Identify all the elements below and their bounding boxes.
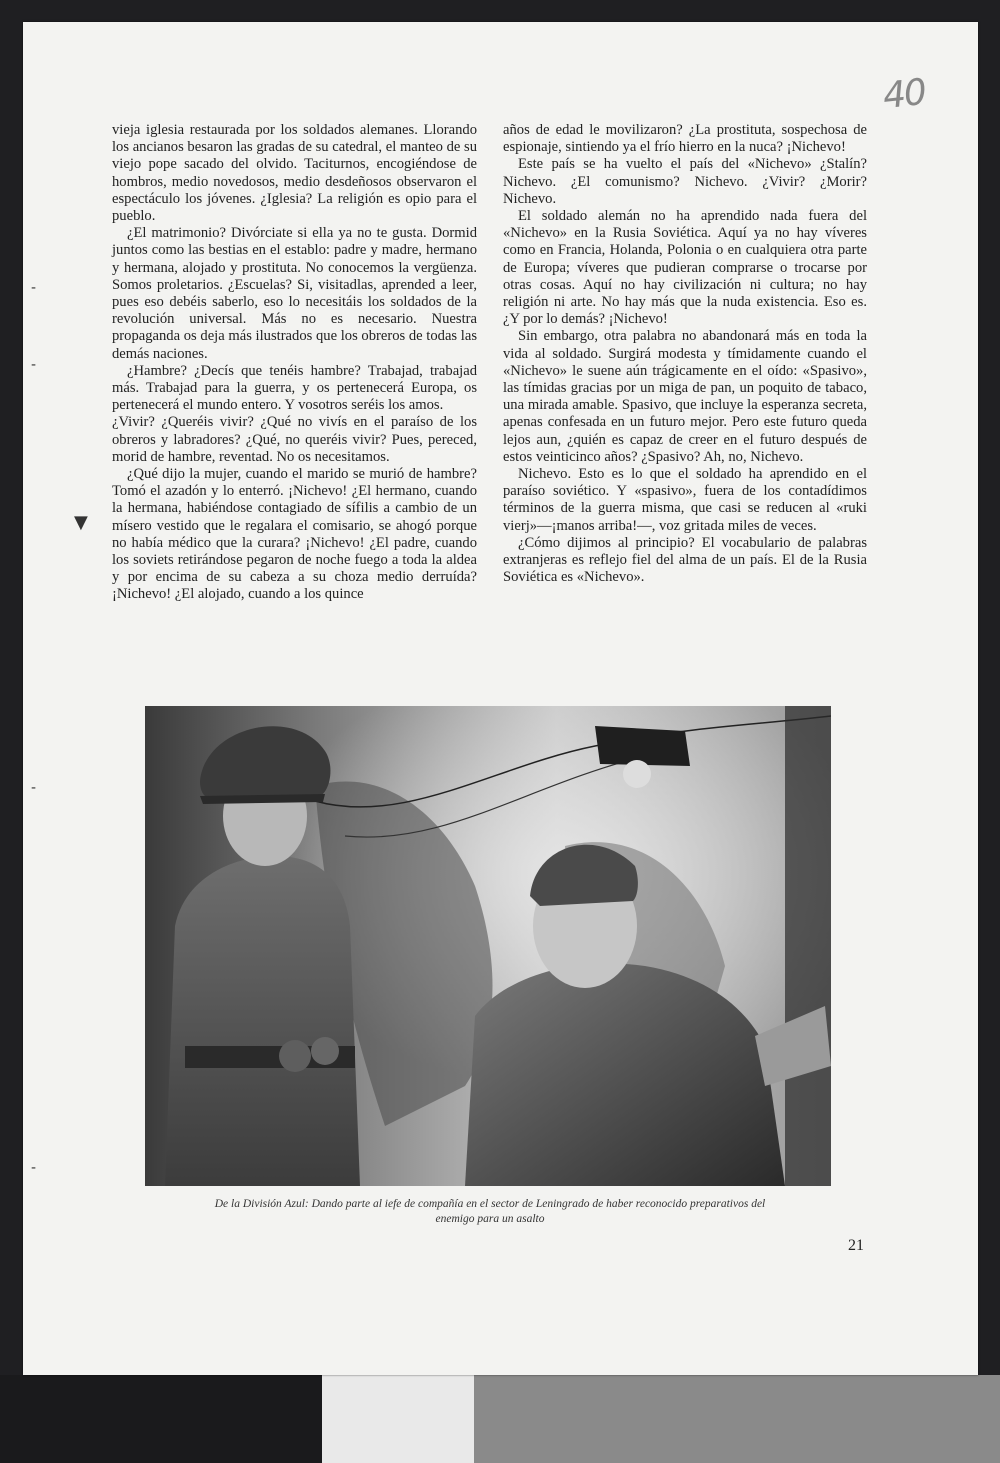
paragraph: ¿Vivir? ¿Queréis vivir? ¿Qué no vivís en el paraíso de los obreros y labradores? ¿Qué, no queréis vivir? Pues, pereced, morid de hambre, reventad. No os necesitamos. [112,414,477,465]
margin-tick: - [31,280,37,296]
paragraph: ¿Qué dijo la mujer, cuando el marido se murió de hambre? Tomó el azadón y lo enterró. ¡Nichevo! ¿El hermano, cuando la hermana, habiéndose contagiado de sífilis a cambio de un mísero vestido que le regalara el comisario, se ahogó porque no había médico que la curara? ¡Nichevo! ¿El padre, cuando los soviets retirándose pegaron de noche fuego a toda la aldea y por encima de su cabeza a su choza medio derruída? ¡Nichevo! ¿El alojado, cuando a los quince [112,466,477,603]
paragraph: vieja iglesia restaurada por los soldados alemanes. Llorando los ancianos besaron las gradas de su catedral, el manteo de su viejo pope sacado del olvido. Taciturnos, encogiéndose de hombros, medio novedosos, medio desdeñosos observaron el espectáculo los jóvenes. ¿Iglesia? La religión es opio para el pueblo. [112,122,477,225]
caption-line: enemigo para un asalto [435,1213,545,1225]
photo-caption [180,1197,800,1227]
article-column-right [503,122,867,586]
paragraph: ¿Hambre? ¿Decís que tenéis hambre? Trabajad, trabajad más. Trabajad para la guerra, y os pertenecerá Europa, os pertenecerá el mundo entero. Y vosotros seréis los amos. [112,362,477,414]
paragraph: Este país se ha vuelto el país del «Nichevo» ¿Stalín? Nichevo. ¿El comunismo? Nichevo. ¿Vivir? ¿Morir? Nichevo. [503,156,867,207]
paragraph: años de edad le movilizaron? ¿La prostituta, sospechosa de espionaje, sintiendo ya el frío hierro en la nuca? ¡Nichevo! [503,122,867,156]
scan-background-black [0,1375,322,1463]
paragraph: ¿Cómo dijimos al principio? El vocabulario de palabras extranjeras es reflejo fiel del alma de un país. El de la Rusia Soviética es «Nichevo». [503,534,867,586]
scan-background-white-card [322,1375,474,1463]
margin-tick: - [31,357,37,373]
paragraph: Sin embargo, otra palabra no abandonará más en toda la vida al soldado. Surgirá modesta y tímidamente cuando el «Nichevo» le suene aún trágicamente en el oído: «Spasivo», las tímidas gracias por un miga de pan, un poquito de tabaco, una mirada amable. Spasivo, que incluye la esperanza secreta, apenas confesada en un futuro mejor. Pero este futuro queda lejos aun, ¿quién es capaz de creer en el futuro después de estos veinticinco años? ¿Spasivo? Ah, no, Nichevo. [503,328,867,465]
margin-arrow-icon: ▼ [74,512,88,533]
paragraph: El soldado alemán no ha aprendido nada fuera del «Nichevo» en la Rusia Soviética. Aquí ya no hay víveres como en Francia, Holanda, Polonia o en cualquiera otra parte de Europa; víveres que pudieran comprarse o trocarse por otras cosas. Aquí no hay civilización ni cultura; no hay religión ni arte. No hay más que la nuda existencia. Eso es. ¿Y por lo demás? ¡Nichevo! [503,208,867,328]
article-column-left [112,122,477,604]
handwritten-page-number: 40 [880,71,927,118]
paragraph: ¿El matrimonio? Divórciate si ella ya no te gusta. Dormid juntos como las bestias en el establo: padre y madre, hermano y hermana, alojado y prostituta. No conocemos la vergüenza. Somos proletarios. ¿Escuelas? Si, visitadlas, aprended a leer, pues eso debéis saberlo, eso lo necesitáis los soldados de la revolución universal. Más no es necesario. Nuestra propaganda os deja más ilustrados que los obreros de todas las demás naciones. [112,225,477,362]
margin-tick: - [31,1160,37,1176]
caption-line: De la División Azul: Dando parte al iefe de compañía en el sector de Leningrado de haber reconocido preparativos del [214,1198,766,1210]
paragraph: Nichevo. Esto es lo que el soldado ha aprendido en el paraíso soviético. Y «spasivo», fuera de los contadídimos términos de la guerra misma, que casi se reducen al «ruki vierj»—¡manos arriba!—, voz gritada miles de veces. [503,466,867,534]
margin-tick: - [31,780,37,796]
photograph-illustration [145,706,831,1186]
scan-background-gray-card [474,1375,1000,1463]
page-number: 21 [848,1237,864,1254]
war-photograph [145,706,831,1186]
